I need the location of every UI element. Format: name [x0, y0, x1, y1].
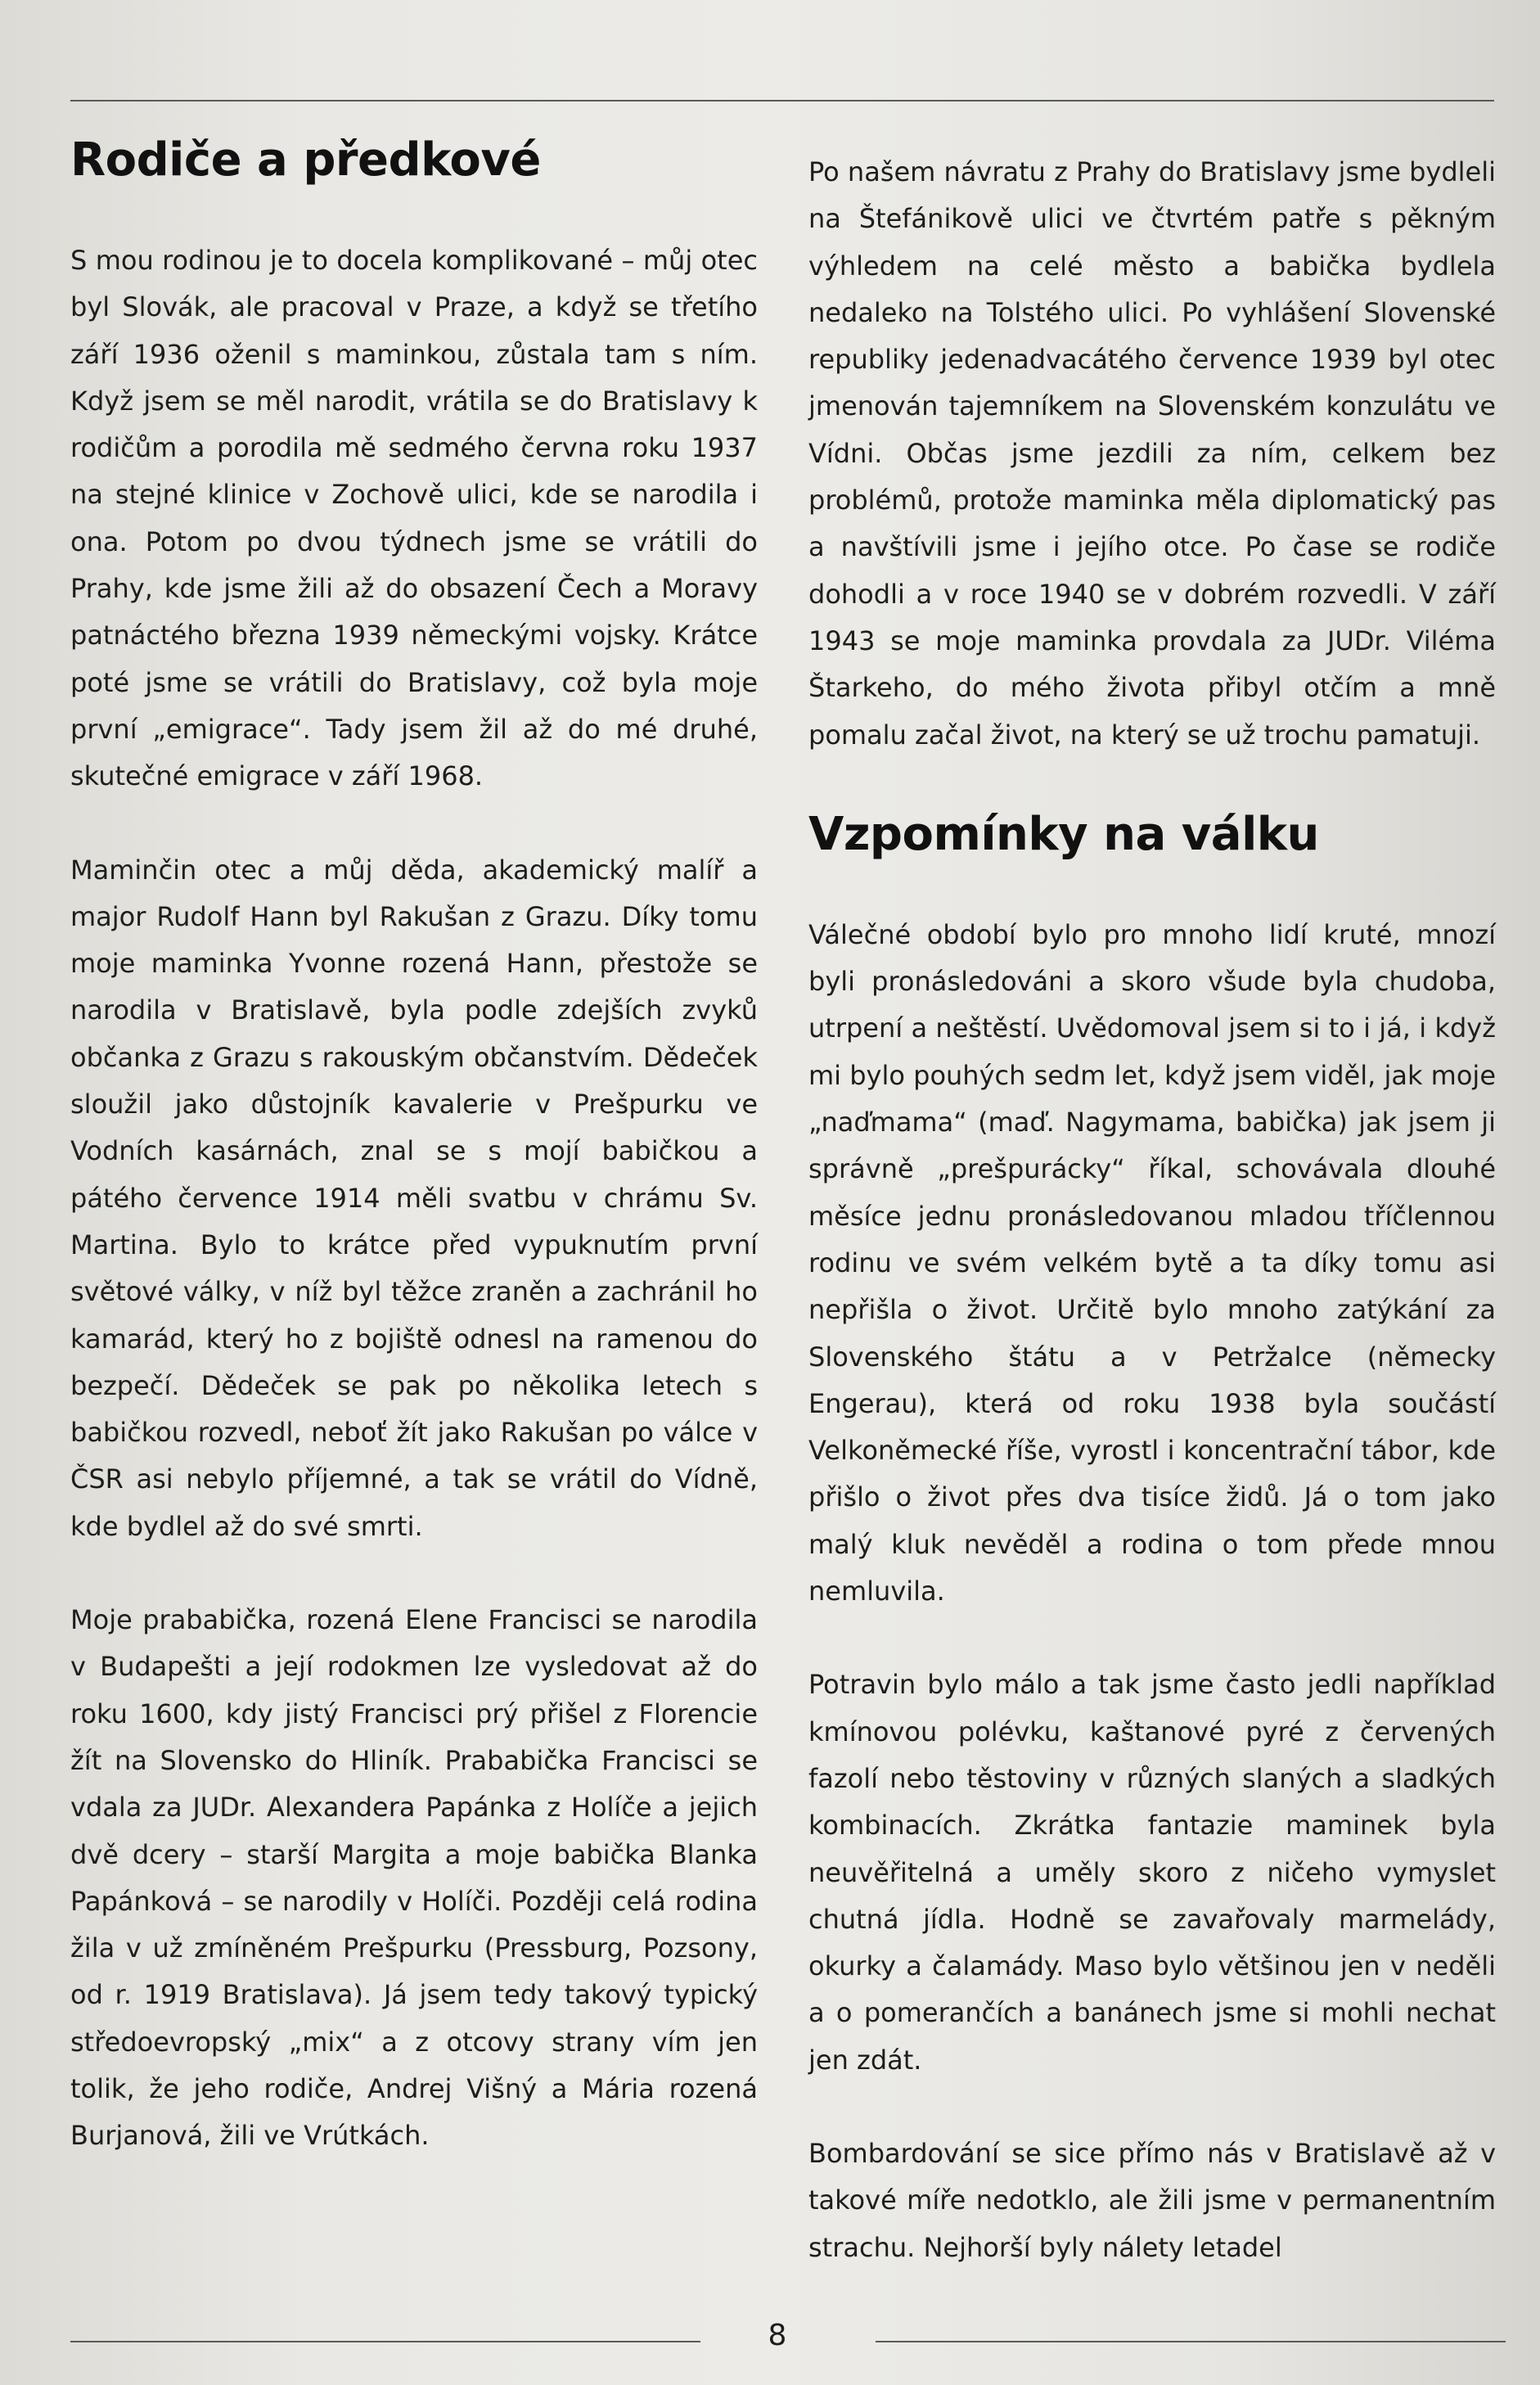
- bottom-divider-right: [876, 2341, 1506, 2342]
- section-heading-war-memories: Vzpomínky na válku: [808, 807, 1319, 861]
- page-number: 8: [768, 2319, 787, 2352]
- paragraph: S mou rodinou je to docela komplikované – můj otec byl Slovák, ale pracoval v Praze, a když se třetího září 1936 oženil s maminkou, zůstala tam s ním. Když jsem se měl narodit, vrátila se do Bratislavy k rodičům a porodila mě sedmého června roku 1937 na stejné klinice v Zochově ulici, kde se narodila i ona. Potom po dvou týdnech jsme se vrátili do Prahy, kde jsme žili až do obsazení Čech a Moravy patnáctého března 1939 německými vojsky. Krátce poté jsme se vrátili do Bratislavy, což byla moje první „emigrace“. Tady jsem žil až do mé druhé, skutečné emigrace v září 1968.: [70, 245, 758, 792]
- paragraph: Potravin bylo málo a tak jsme často jedli například kmínovou polévku, kaštanové pyré z červených fazolí nebo těstoviny v různých slaných a sladkých kombinacích. Zkrátka fantazie maminek byla neuvěřitelná a uměly skoro z ničeho vymyslet chutná jídla. Hodně se zavařovaly marmelády, okurky a čalamády. Maso bylo většinou jen v neděli a o pomerančích a banánech jsme si mohli nechat jen zdát.: [808, 1669, 1496, 2076]
- top-divider: [70, 100, 1494, 101]
- paragraph: Moje prababička, rozená Elene Francisci se narodila v Budapešti a její rodokmen lze vysledovat až do roku 1600, kdy jistý Francisci prý přišel z Florencie žít na Slovensko do Hliník. Prababička Francisci se vdala za JUDr. Alexandera Papánka z Holíče a jejich dvě dcery – starší Margita a moje babička Blanka Papánková – se narodily v Holíči. Později celá rodina žila v už zmíněném Prešpurku (Pressburg, Pozsony, od r. 1919 Bratislava). Já jsem tedy takový typický středoevropský „mix“ a z otcovy strany vím jen tolik, že jeho rodiče, Andrej Višný a Mária rozená Burjanová, žili ve Vrútkách.: [70, 1604, 758, 2152]
- paragraph: Maminčin otec a můj děda, akademický malíř a major Rudolf Hann byl Rakušan z Grazu. Díky tomu moje maminka Yvonne rozená Hann, přestože se narodila v Bratislavě, byla podle zdejších zvyků občanka z Grazu s rakouským občanstvím. Dědeček sloužil jako důstojník kavalerie v Prešpurku ve Vodních kasárnách, znal se s mojí babičkou a pátého července 1914 měli svatbu v chrámu Sv. Martina. Bylo to krátce před vypuknutím první světové války, v níž byl těžce zraněn a zachránil ho kamarád, který ho z bojiště odnesl na ramenou do bezpečí. Dědeček se pak po několika letech s babičkou rozvedl, neboť žít jako Rakušan po válce v ČSR asi nebylo příjemné, a tak se vrátil do Vídně, kde bydlel až do své smrti.: [70, 854, 758, 1542]
- paragraph: Po našem návratu z Prahy do Bratislavy jsme bydleli na Štefánikově ulici ve čtvrtém patře s pěkným výhledem na celé město a babička bydlela nedaleko na Tolstého ulici. Po vyhlášení Slovenské republiky jedenadvacátého července 1939 byl otec jmenován tajemníkem na Slovenském konzulátu ve Vídni. Občas jsme jezdili za ním, celkem bez problémů, protože maminka měla diplomatický pas a navštívili jsme i jejího otce. Po čase se rodiče dohodli a v roce 1940 se v dobrém rozvedli. V září 1943 se moje maminka provdala za JUDr. Viléma Štarkeho, do mého života přibyl otčím a mně pomalu začal život, na který se už trochu pamatuji.: [808, 156, 1496, 751]
- section-heading-parents: Rodiče a předkové: [70, 133, 541, 187]
- left-column: [70, 131, 758, 2207]
- right-column: [808, 131, 1496, 2318]
- bottom-divider-left: [70, 2341, 700, 2342]
- paragraph: Válečné období bylo pro mnoho lidí kruté, mnozí byli pronásledováni a skoro všude byla chudoba, utrpení a neštěstí. Uvědomoval jsem si to i já, i když mi bylo pouhých sedm let, když jsem viděl, jak moje „naďmama“ (maď. Nagymama, babička) jak jsem ji správně „prešpurácky“ říkal, schovávala dlouhé měsíce jednu pronásledovanou mladou tříčlennou rodinu ve svém velkém bytě a ta díky tomu asi nepřišla o život. Určitě bylo mnoho zatýkání za Slovenského štátu a v Petržalce (německy Engerau), která od roku 1938 byla součástí Velkoněmecké říše, vyrostl i koncentrační tábor, kde přišlo o život přes dva tisíce židů. Já o tom jako malý kluk nevěděl a rodina o tom přede mnou nemluvila.: [808, 918, 1496, 1607]
- paragraph: Bombardování se sice přímo nás v Bratislavě až v takové míře nedotklo, ale žili jsme v permanentním strachu. Nejhorší byly nálety letadel: [808, 2137, 1496, 2263]
